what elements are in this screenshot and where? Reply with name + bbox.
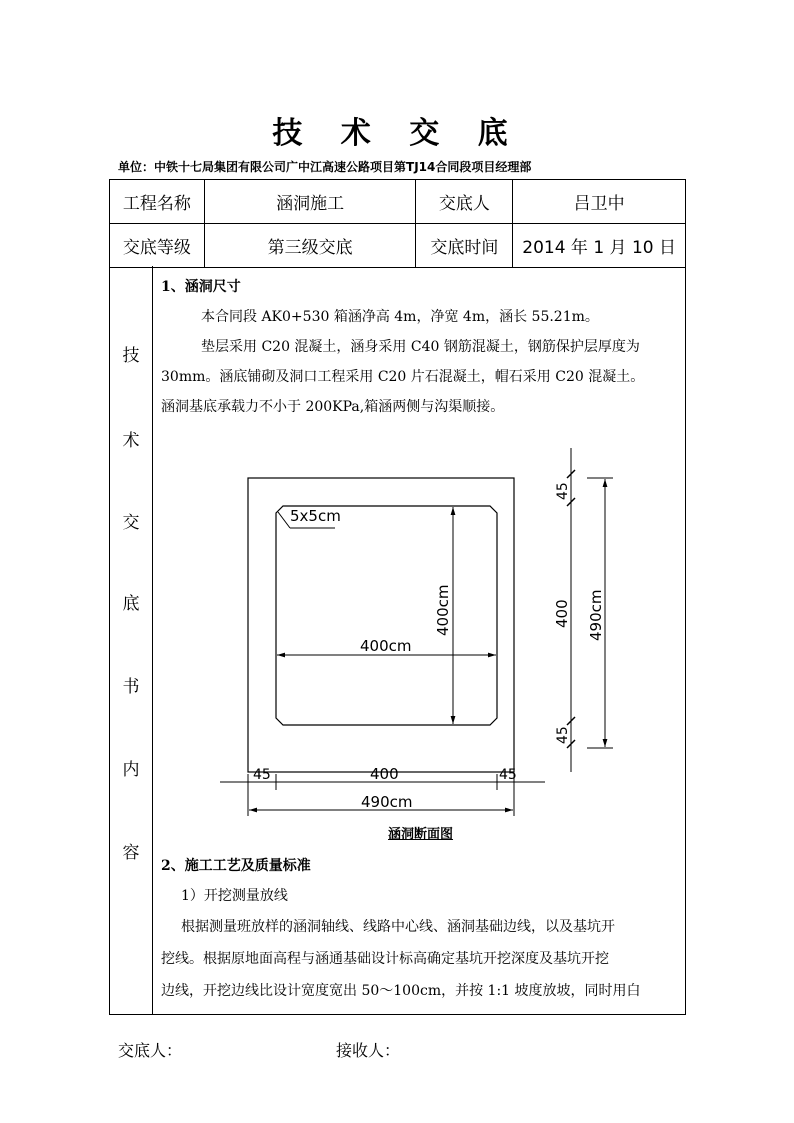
bottom-left-label: 45 <box>253 767 271 783</box>
inner-width-label: 400cm <box>360 637 412 655</box>
side-char: 交 <box>122 513 140 533</box>
presenter-label: 交底人 <box>416 180 513 224</box>
section1-line: 涵洞基底承载力不小于 200KPa,箱涵两侧与沟渠顺接。 <box>161 399 505 415</box>
document-title: 技 术 交 底 <box>272 116 522 151</box>
level-value: 第三级交底 <box>204 224 416 268</box>
level-label: 交底等级 <box>110 224 205 268</box>
project-name-value: 涵洞施工 <box>204 180 416 224</box>
bottom-total-label: 490cm <box>361 793 413 811</box>
section1-heading: 1、涵洞尺寸 <box>161 279 241 295</box>
inner-height-label: 400cm <box>434 584 452 636</box>
culvert-section-drawing <box>215 448 625 820</box>
section2-subheading: 1）开挖测量放线 <box>181 888 288 904</box>
right-mid-label: 400 <box>553 599 571 628</box>
unit-line: 单位：中铁十七局集团有限公司广中江高速公路项目第TJ14合同段项目经理部 <box>118 160 532 174</box>
table-row <box>110 224 686 268</box>
side-char: 书 <box>122 677 140 697</box>
section1-line: 30mm。涵底铺砌及洞口工程采用 C20 片石混凝土，帽石采用 C20 混凝土。 <box>161 369 645 385</box>
side-char: 术 <box>122 431 140 451</box>
time-value: 2014 年 1 月 10 日 <box>513 224 686 268</box>
info-table <box>109 179 686 268</box>
bottom-right-label: 45 <box>499 767 517 783</box>
chamfer-label: 5x5cm <box>290 507 341 525</box>
side-char: 容 <box>122 843 140 863</box>
side-char: 内 <box>122 760 140 780</box>
section2-heading: 2、施工工艺及质量标准 <box>161 858 311 874</box>
table-row <box>110 180 686 224</box>
section1-line: 垫层采用 C20 混凝土，涵身采用 C40 钢筋混凝土，钢筋保护层厚度为 <box>201 339 640 355</box>
section2-line: 边线，开挖边线比设计宽度宽出 50～100cm，并按 1:1 坡度放坡，同时用白 <box>161 983 641 999</box>
bottom-mid-label: 400 <box>370 765 399 783</box>
presenter-value: 吕卫中 <box>513 180 686 224</box>
right-top-label: 45 <box>555 482 571 500</box>
chamfer-leader <box>278 512 290 528</box>
side-char: 底 <box>122 594 140 614</box>
outer-wall <box>248 478 514 772</box>
footer-presenter-label: 交底人： <box>118 1041 183 1060</box>
section2-line: 根据测量班放样的涵洞轴线、线路中心线、涵洞基础边线，以及基坑开 <box>181 919 615 935</box>
section2-line: 挖线。根据原地面高程与涵通基础设计标高确定基坑开挖深度及基坑开挖 <box>161 951 609 967</box>
side-label-column <box>110 266 153 1014</box>
footer-receiver-label: 接收人： <box>336 1041 401 1060</box>
inner-opening <box>276 506 497 725</box>
project-name-label: 工程名称 <box>110 180 205 224</box>
time-label: 交底时间 <box>416 224 513 268</box>
section1-line: 本合同段 AK0+530 箱涵净高 4m，净宽 4m，涵长 55.21m。 <box>201 309 599 325</box>
side-char: 技 <box>122 346 140 366</box>
right-total-label: 490cm <box>587 589 605 641</box>
right-bottom-label: 45 <box>555 726 571 744</box>
figure-caption: 涵洞断面图 <box>388 827 454 842</box>
